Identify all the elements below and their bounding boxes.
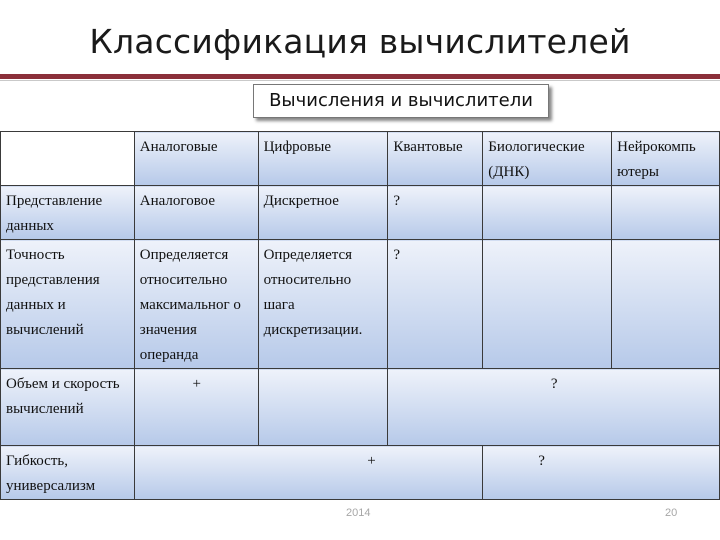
row-label: Гибкость, универсализм <box>1 446 135 500</box>
header-digital: Цифровые <box>258 132 388 186</box>
table-header-row <box>1 132 720 186</box>
table-cell <box>612 240 720 369</box>
header-cell-empty <box>1 132 135 186</box>
header-analog: Аналоговые <box>134 132 258 186</box>
table-cell: Дискретное <box>258 186 388 240</box>
title-divider-shadow <box>0 80 720 81</box>
table-row <box>1 240 720 369</box>
table-cell: Определяется относительно шага дискретизации. <box>258 240 388 369</box>
classification-table <box>0 131 720 500</box>
slide-title: Классификация вычислителей <box>89 22 631 61</box>
table-cell <box>612 186 720 240</box>
table-cell <box>483 186 612 240</box>
table-cell: Определяется относительно максимальног о значения операнда <box>134 240 258 369</box>
table-row <box>1 446 720 500</box>
page-number: 20 <box>665 507 678 519</box>
table-cell: + <box>134 369 258 446</box>
header-neuro: Нейрокомпь ютеры <box>612 132 720 186</box>
header-biological: Биологические (ДНК) <box>483 132 612 186</box>
table-cell-merged: ? <box>483 446 720 500</box>
table-cell <box>483 240 612 369</box>
table-cell <box>258 369 388 446</box>
table-cell: ? <box>388 186 483 240</box>
table-cell: Аналоговое <box>134 186 258 240</box>
row-label: Объем и скорость вычислений <box>1 369 135 446</box>
subtitle-box: Вычисления и вычислители <box>253 84 549 118</box>
row-label: Представление данных <box>1 186 135 240</box>
table-row <box>1 186 720 240</box>
table-cell: ? <box>388 240 483 369</box>
footer-year: 2014 <box>346 507 371 519</box>
header-quantum: Квантовые <box>388 132 483 186</box>
table-row <box>1 369 720 446</box>
title-divider <box>0 74 720 79</box>
row-label: Точность представления данных и вычислений <box>1 240 135 369</box>
table-cell-merged: + <box>134 446 483 500</box>
table-cell-merged: ? <box>388 369 720 446</box>
